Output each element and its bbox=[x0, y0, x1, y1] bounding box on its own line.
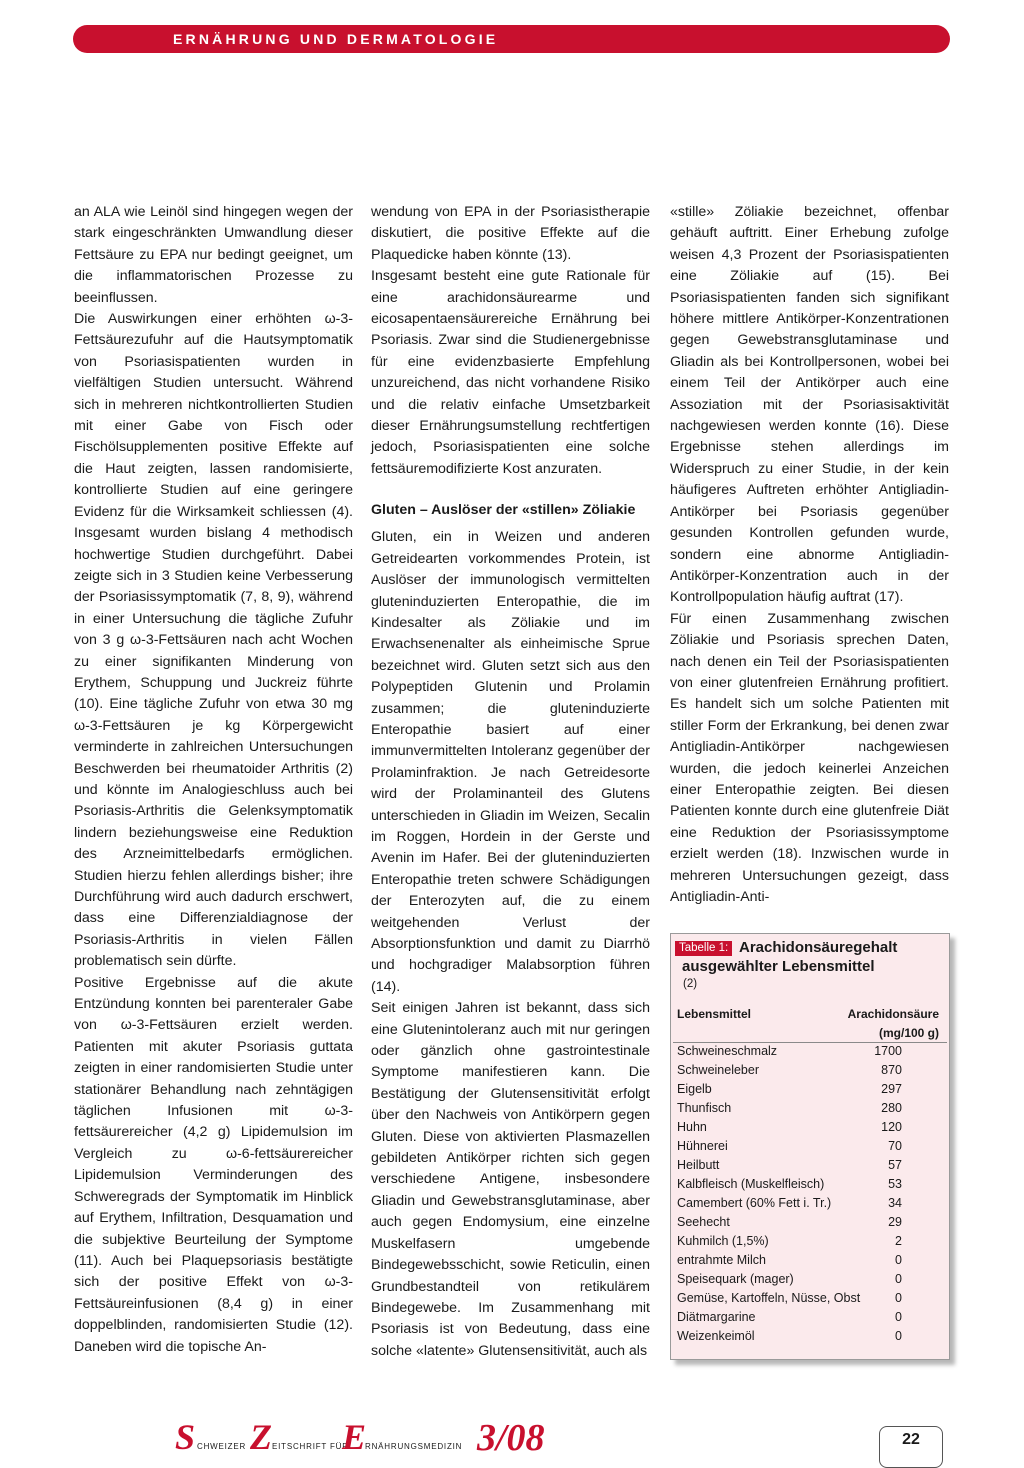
issue-number: 3/08 bbox=[477, 1417, 545, 1459]
table-row bbox=[671, 1061, 949, 1080]
logo-letter-z: Z bbox=[250, 1417, 272, 1457]
paragraph: Insgesamt besteht eine gute Rationale für eine arachidonsäurearme und eicosapentaensäurereiche Ernährung bei Psoriasis. Zwar sind die Studienergebnisse für eine evidenzbasierte Empfehlung unzureichend, das nicht vorhandene Risiko und die relativ einfache Umsetzbarkeit dieser Ernährungsumstellung rechtfertigen jedoch, Psoriasispatienten eine solche fettsäuremodifizierte Kost anzuraten. bbox=[371, 268, 650, 477]
table-row bbox=[671, 1270, 949, 1289]
table-cell-food: Kuhmilch (1,5%) bbox=[677, 1234, 769, 1248]
table-row bbox=[671, 1251, 949, 1270]
paragraph: an ALA wie Leinöl sind hingegen wegen der stark eingeschränkten Umwandlung dieser Fettsäure zu EPA nur bedingt geeignet, um die inflammatorischen Prozesse zu beeinflussen. bbox=[74, 204, 353, 306]
table-row bbox=[671, 1194, 949, 1213]
table-cell-value: 0 bbox=[895, 1253, 902, 1267]
table-cell-value: 0 bbox=[895, 1329, 902, 1343]
table-row bbox=[671, 1042, 949, 1061]
table-cell-value: 120 bbox=[881, 1120, 902, 1134]
table-cell-value: 1700 bbox=[874, 1044, 902, 1058]
table-reference: (2) bbox=[683, 978, 698, 990]
table-cell-value: 34 bbox=[888, 1196, 902, 1210]
table-row bbox=[671, 1232, 949, 1251]
table-header-food: Lebensmittel bbox=[677, 1007, 752, 1021]
table-row bbox=[671, 1099, 949, 1118]
text-column-3 bbox=[670, 202, 949, 908]
table-cell-value: 0 bbox=[895, 1272, 902, 1286]
table-row bbox=[671, 1289, 949, 1308]
table-cell-food: entrahmte Milch bbox=[677, 1253, 766, 1267]
table-cell-food: Camembert (60% Fett i. Tr.) bbox=[677, 1196, 832, 1210]
table-header-value: Arachidonsäure (mg/100 g) bbox=[847, 1007, 939, 1040]
table-cell-food: Weizenkeimöl bbox=[677, 1329, 755, 1343]
table-cell-value: 280 bbox=[881, 1101, 902, 1115]
table-label: Tabelle 1: bbox=[675, 941, 732, 956]
table-cell-value: 2 bbox=[895, 1234, 902, 1248]
section-subheading: Gluten – Auslöser der «stillen» Zöliakie bbox=[371, 502, 636, 519]
table-cell-food: Seehecht bbox=[677, 1215, 730, 1229]
table-title: Arachidonsäuregehalt ausgewählter Lebensmittel bbox=[682, 939, 898, 975]
table-row bbox=[671, 1118, 949, 1137]
table-row bbox=[671, 1156, 949, 1175]
table-row bbox=[671, 1175, 949, 1194]
logo-letter-e: E bbox=[342, 1417, 367, 1457]
table-cell-value: 57 bbox=[888, 1158, 902, 1172]
page-number: 22 bbox=[879, 1426, 943, 1468]
table-row bbox=[671, 1327, 949, 1346]
table-cell-food: Schweineleber bbox=[677, 1063, 759, 1077]
table-body bbox=[671, 1042, 949, 1346]
paragraph: Die Auswirkungen einer erhöhten ω-3-Fettsäurezufuhr auf die Hautsymptomatik von Psoriasispatienten wurden in vielfältigen Studien untersucht. Während sich in mehreren nichtkontrollierten Studien mit einer Gabe von Fisch oder Fischölsupplementen positive Effekte auf die Haut zeigten, lassen randomisierte, kontrollierte Studien auf eine geringere Evidenz für die Wirksamkeit schliessen (4). Insgesamt wurden bislang 4 methodisch hochwertige Studien durchgeführt. Dabei zeigte sich in 3 Studien keine Verbesserung der Psoriasissymptomatik (7, 8, 9), während in einer Untersuchung die tägliche Zufuhr von 3 g ω-3-Fettsäuren nach acht Wochen zu einer signifikanten Minderung von Erythem, Schuppung und Juckreiz führte (10). Eine tägliche Zufuhr von etwa 30 mg ω-3-Fettsäuren je kg Körpergewicht verminderte in zahlreichen Untersuchungen Beschwerden bei rheumatoider Arthritis (2) und könnte im Analogieschluss auch bei Psoriasis-Arthritis die Gelenksymptomatik lindern beziehungsweise eine Reduktion des Arzneimittelbedarfs ermöglichen. Studien hierzu fehlen allerdings bisher; ihre Durchführung wird auch dadurch erschwert, dass eine Differenzialdiagnose der Psoriasis-Arthritis in vielen Fällen problematisch sein dürfte. bbox=[74, 311, 353, 970]
table-row bbox=[671, 1213, 949, 1232]
paragraph: Gluten, ein in Weizen und anderen Getreidearten vorkommendes Protein, ist Auslöser der immunologisch vermittelten gluteninduzierten Enteropathie, die im Kindesalter als Zöliakie und im Erwachsenenalter als einheimische Sprue bezeichnet wird. Gluten setzt sich aus den Polypeptiden Glutenin und Prolamin zusammen; die gluteninduzierte Enteropathie basiert auf einer immunvermittelten Intoleranz gegenüber der Prolaminfraktion. Je nach Getreidesorte wird der Prolaminanteil des Glutens unterschieden in Gliadin im Weizen, Secalin im Roggen, Hordein in der Gerste und Avenin im Hafer. Bei der gluteninduzierten Enteropathie treten schwere Schädigungen der Enterozyten auf, die zu einem weitgehenden Verlust der Absorptionsfunktion und damit zu Diarrhö und hochgradiger Malabsorption führen (14). bbox=[371, 529, 650, 995]
paragraph: «stille» Zöliakie bezeichnet, offenbar gehäuft auftritt. Einer Erhebung zufolge weisen 4,3 Prozent der Psoriasispatienten eine Zöliakie auf (15). Bei Psoriasispatienten fanden sich signifikant höhere mittlere Antikörper-Konzentrationen gegen Gewebstransglutaminase und Gliadin als bei Kontrollpersonen, wobei bei einem Teil der Antikörper auch eine Assoziation mit der Psoriasisaktivität nachgewiesen werden konnte (16). Diese Ergebnisse stehen allerdings im Widerspruch zu einer Studie, in der kein häufigeres Auftreten erhöhter Antigliadin-Antikörper bei Psoriasis gegenüber gesunden Kontrollen gefunden wurde, sondern eine abnorme Antigliadin-Antikörper-Konzentration auch in der Kontrollpopulation häufig auftrat (17). bbox=[670, 204, 949, 606]
paragraph: Für einen Zusammenhang zwischen Zöliakie und Psoriasis sprechen Daten, nach denen ein Teil der Psoriasispatienten von einer glutenfreien Ernährung profitiert. Es handelt sich um solche Patienten mit stiller Form der Erkrankung, bei denen zwar Antigliadin-Antikörper nachgewiesen wurden, die jedoch keinerlei Anzeichen einer Enteropathie zeigten. Bei diesen Patienten konnte durch eine glutenfreie Diät eine Reduktion der Psoriasissymptome erzielt werden (18). Inzwischen wurde in mehreren Untersuchungen gezeigt, dass Antigliadin-Anti- bbox=[670, 610, 949, 905]
table-cell-food: Kalbfleisch (Muskelfleisch) bbox=[677, 1177, 825, 1191]
table-cell-food: Diätmargarine bbox=[677, 1310, 756, 1324]
table-row bbox=[671, 1308, 949, 1327]
table-cell-value: 0 bbox=[895, 1310, 902, 1324]
table-cell-food: Huhn bbox=[677, 1120, 707, 1134]
table-row bbox=[671, 1137, 949, 1156]
table-cell-food: Thunfisch bbox=[677, 1101, 732, 1115]
text-column-1 bbox=[74, 202, 353, 1358]
table-row bbox=[671, 1080, 949, 1099]
logo-word-2: EITSCHRIFT FÜR bbox=[272, 1442, 349, 1451]
header-bar bbox=[73, 25, 950, 53]
table-arachidonic-acid bbox=[670, 933, 950, 1360]
table-cell-value: 0 bbox=[895, 1291, 902, 1305]
logo-letter-s: S bbox=[175, 1417, 196, 1457]
table-cell-food: Eigelb bbox=[677, 1082, 712, 1096]
text-column-2 bbox=[371, 202, 650, 1362]
table-cell-food: Speisequark (mager) bbox=[677, 1272, 794, 1286]
table-cell-value: 29 bbox=[888, 1215, 902, 1229]
logo-word-3: RNÄHRUNGSMEDIZIN bbox=[365, 1442, 463, 1451]
table-cell-value: 53 bbox=[888, 1177, 902, 1191]
table-cell-food: Gemüse, Kartoffeln, Nüsse, Obst bbox=[677, 1291, 861, 1305]
table-cell-food: Heilbutt bbox=[677, 1158, 720, 1172]
section-title: ERNÄHRUNG UND DERMATOLOGIE bbox=[173, 31, 499, 47]
paragraph: Positive Ergebnisse auf die akute Entzündung konnten bei parenteraler Gabe von ω-3-Fettsäuren erzielt werden. Patienten mit akuter Psoriasis guttata zeigten in einer randomisierten Studie unter stationärer Behandlung nach zehntägigen täglichen Infusionen mit ω-3-fettsäurereicher (4,2 g) Lipidemulsion im Vergleich zu ω-6-fettsäurereicher Lipidemulsion Verminderungen des Schweregrads der Symptomatik im Hinblick auf Erythem, Infiltration, Desquamation und die subjektive Beurteilung der Symptome (11). Auch bei Plaquepsoriasis bestätigte sich der positive Effekt von ω-3-Fettsäureinfusionen (8,4 g) in einer doppelblinden, randomisierten Studie (12). Daneben wird die topische An- bbox=[74, 974, 353, 1355]
table-cell-value: 870 bbox=[881, 1063, 902, 1077]
paragraph: wendung von EPA in der Psoriasistherapie diskutiert, die positive Effekte auf die Plaquedicke haben könnte (13). bbox=[371, 204, 650, 263]
logo-word-1: CHWEIZER bbox=[197, 1442, 247, 1451]
table-cell-value: 297 bbox=[881, 1082, 902, 1096]
paragraph: Seit einigen Jahren ist bekannt, dass sich eine Glutenintoleranz auch mit nur geringen oder gänzlich ohne gastrointestinale Symptome manifestieren kann. Die Bestätigung der Glutensensitivität erfolgt über den Nachweis von Antikörpern gegen Gluten. Diese von aktivierten Plasmazellen gebildeten Antikörper richten sich gegen verschiedene Antigene, insbesondere Gliadin und Gewebstransglutaminase, aber auch gegen Endomysium, eine einzelne Muskelfasern umgebende Bindegewebsschicht, sowie Reticulin, einen Grundbestandteil von retikulärem Bindegewebe. Im Zusammenhang mit Psoriasis ist von Bedeutung, dass eine solche «latente» Glutensensitivität, auch als bbox=[371, 1000, 650, 1359]
table-cell-value: 70 bbox=[888, 1139, 902, 1153]
table-cell-food: Hühnerei bbox=[677, 1139, 728, 1153]
table-cell-food: Schweineschmalz bbox=[677, 1044, 778, 1058]
